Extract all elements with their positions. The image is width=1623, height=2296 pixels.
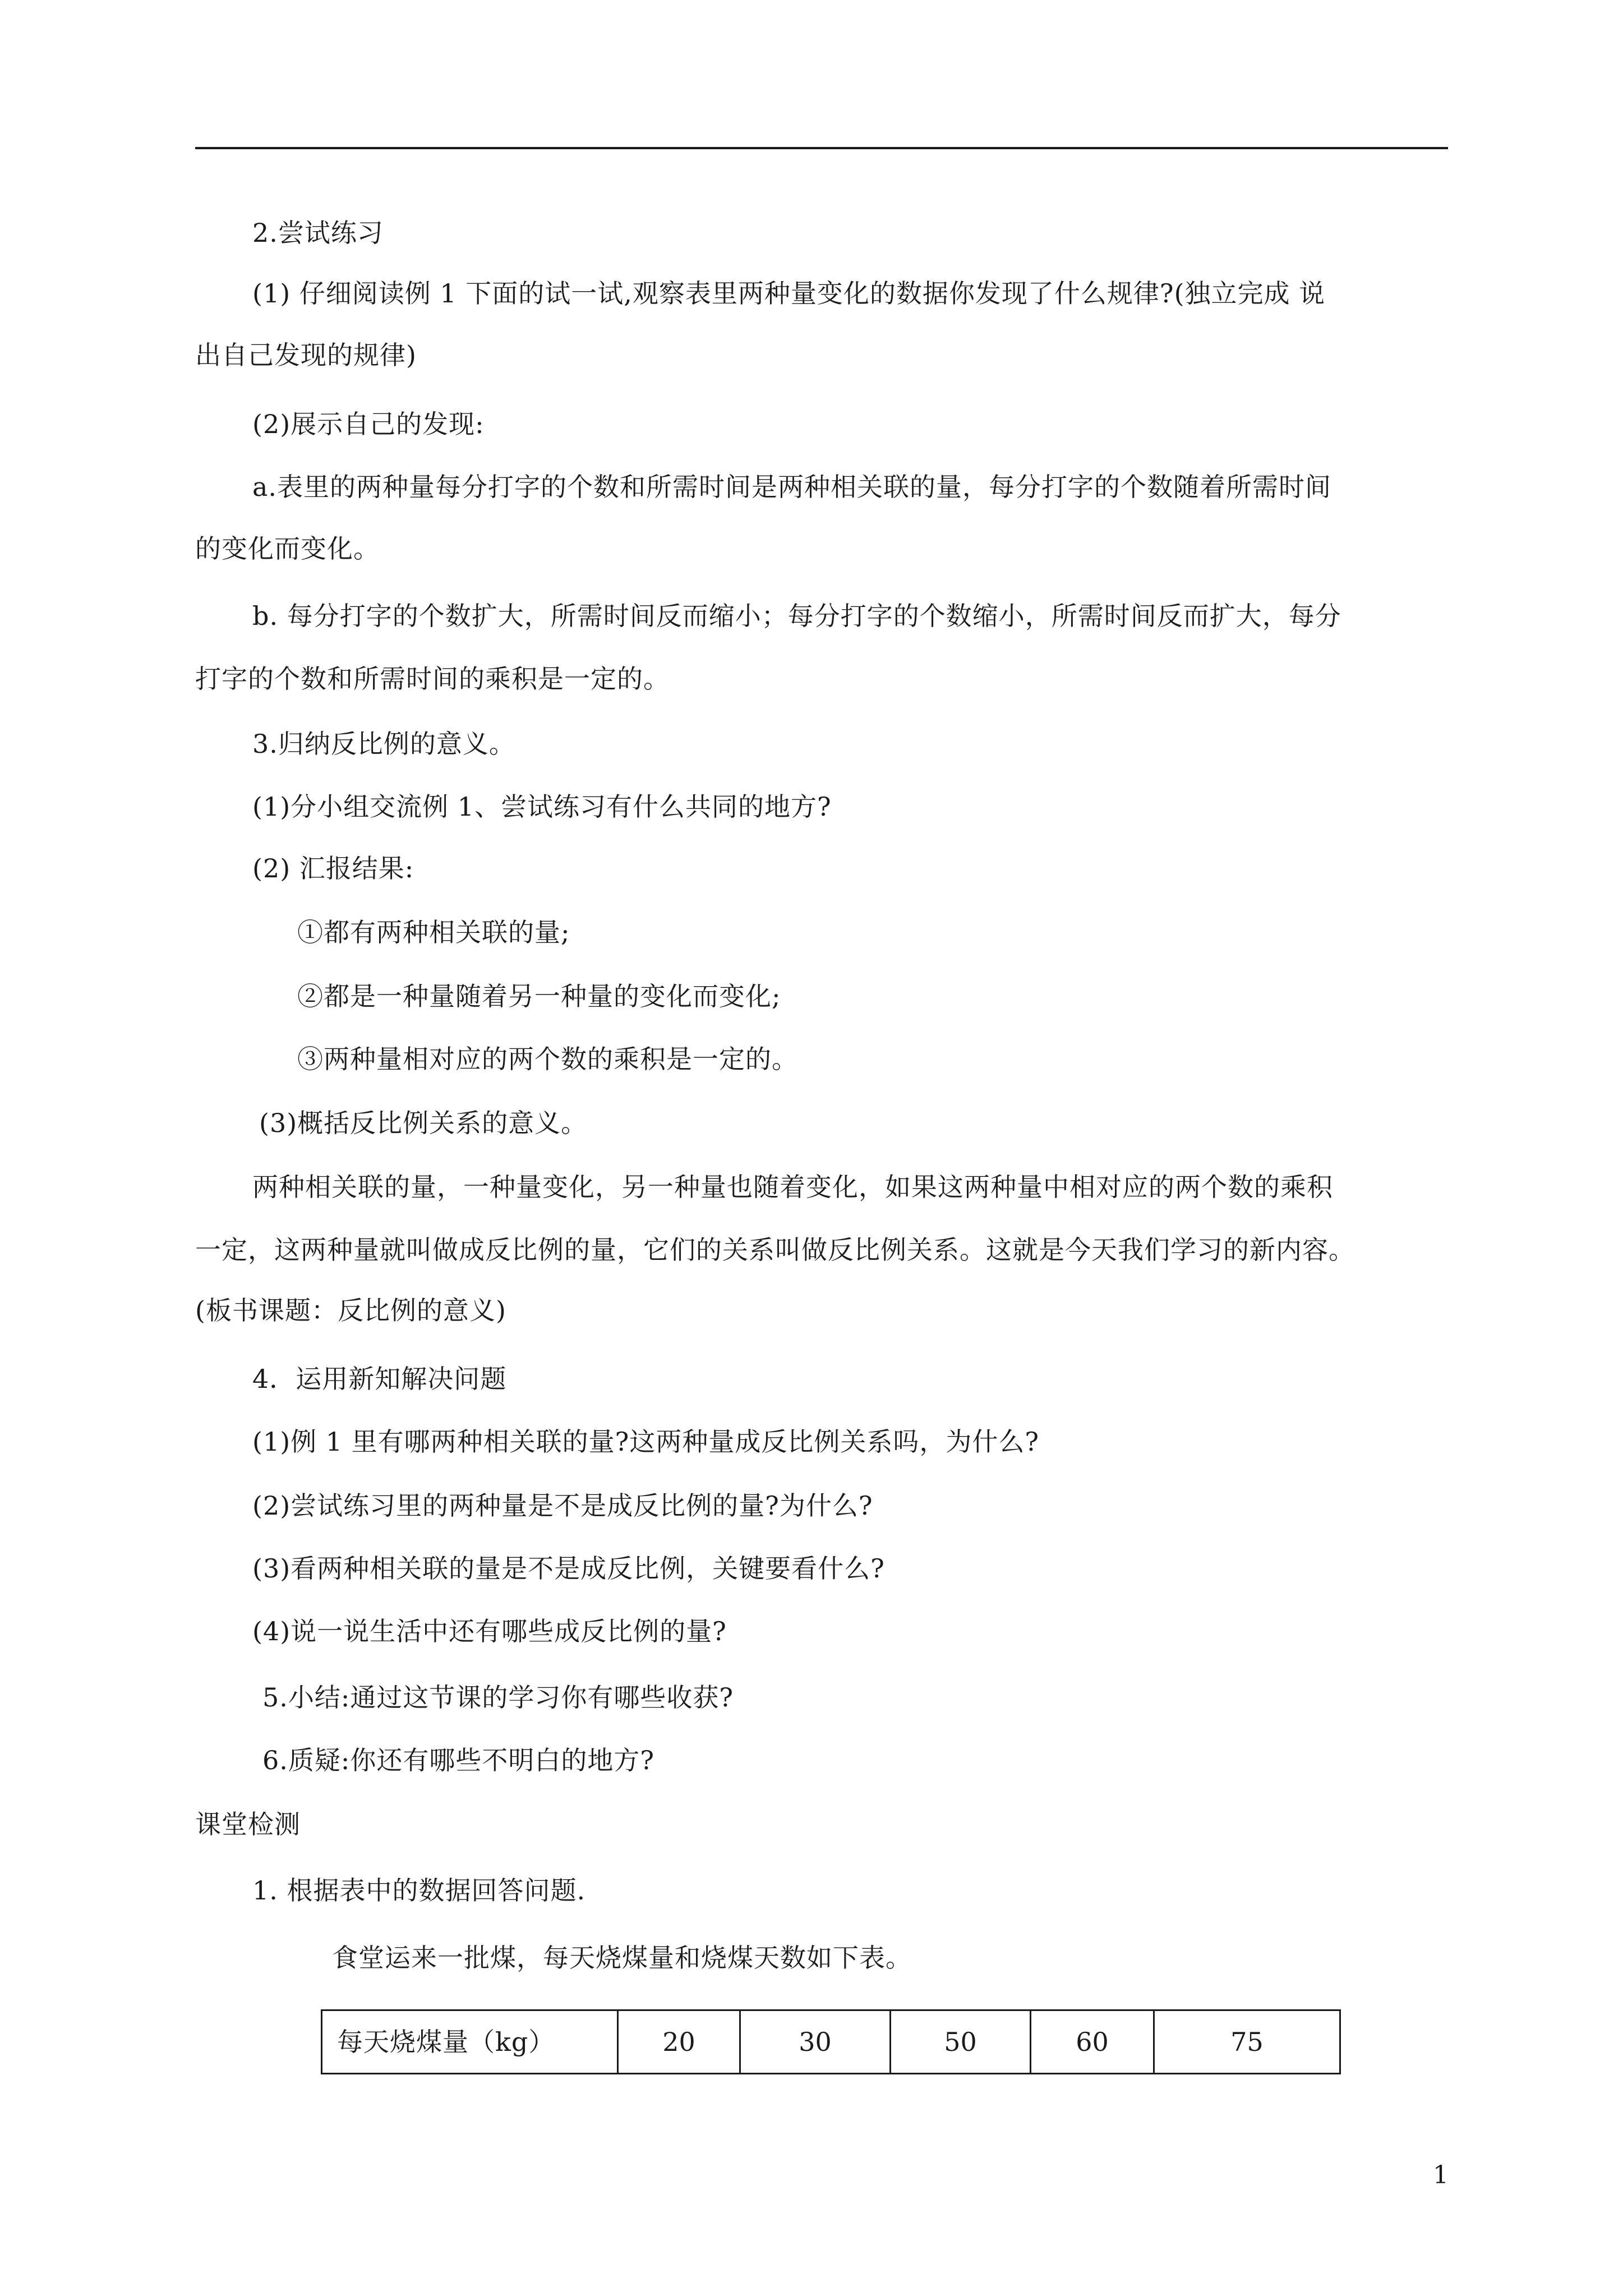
table-row <box>322 2010 1340 2074</box>
paragraph-line: (2) 汇报结果: <box>252 853 414 884</box>
paragraph-line: 出自己发现的规律) <box>195 340 417 370</box>
list-item: ②都是一种量随着另一种量的变化而变化; <box>297 981 781 1011</box>
paragraph-line: 5.小结:通过这节课的学习你有哪些收获? <box>262 1682 734 1713</box>
table-cell: 60 <box>1031 2010 1154 2074</box>
page-number: 1 <box>1433 2161 1449 2189</box>
section-title-try-practice: 2.尝试练习 <box>252 218 384 248</box>
paragraph-line: (1) 仔细阅读例 1 下面的试一试,观察表里两种量变化的数据你发现了什么规律?(独立完成 说 <box>252 278 1326 309</box>
paragraph-line: a.表里的两种量每分打字的个数和所需时间是两种相关联的量，每分打字的个数随着所需时间 <box>252 472 1332 502</box>
list-item: ①都有两种相关联的量; <box>297 917 570 947</box>
paragraph-line: (3)概括反比例关系的意义。 <box>259 1108 588 1138</box>
paragraph-line: (1)例 1 里有哪两种相关联的量?这两种量成反比例关系吗，为什么? <box>252 1427 1039 1457</box>
table-cell: 50 <box>891 2010 1031 2074</box>
section-title-apply: 4．运用新知解决问题 <box>252 1364 507 1394</box>
paragraph-line: (3)看两种相关联的量是不是成反比例，关键要看什么? <box>252 1553 885 1584</box>
section-title-summarize: 3.归纳反比例的意义。 <box>252 729 515 759</box>
paragraph-line: (板书课题：反比例的意义) <box>195 1295 506 1326</box>
section-title-class-check: 课堂检测 <box>195 1809 301 1839</box>
paragraph-line: (4)说一说生活中还有哪些成反比例的量? <box>252 1616 727 1646</box>
question-line: 食堂运来一批煤，每天烧煤量和烧煤天数如下表。 <box>332 1943 912 1973</box>
paragraph-line: 一定，这两种量就叫做成反比例的量，它们的关系叫做反比例关系。这就是今天我们学习的新内容。 <box>195 1235 1355 1265</box>
table-header-cell: 每天烧煤量（kg） <box>322 2010 618 2074</box>
header-rule <box>195 147 1448 149</box>
paragraph-line: 6.质疑:你还有哪些不明白的地方? <box>262 1745 655 1775</box>
paragraph-line: 的变化而变化。 <box>195 533 380 564</box>
paragraph-line: (2)展示自己的发现: <box>252 409 485 439</box>
table-cell: 20 <box>618 2010 740 2074</box>
table-cell: 75 <box>1154 2010 1340 2074</box>
paragraph-line: (1)分小组交流例 1、尝试练习有什么共同的地方? <box>252 792 832 822</box>
paragraph-line: b. 每分打字的个数扩大，所需时间反而缩小；每分打字的个数缩小，所需时间反而扩大，每分 <box>252 601 1341 631</box>
coal-table <box>321 2009 1341 2074</box>
paragraph-line: (2)尝试练习里的两种量是不是成反比例的量?为什么? <box>252 1490 873 1521</box>
table-cell: 30 <box>740 2010 891 2074</box>
question-line: 1. 根据表中的数据回答问题. <box>252 1875 586 1906</box>
list-item: ③两种量相对应的两个数的乘积是一定的。 <box>297 1044 798 1074</box>
paragraph-line: 两种相关联的量，一种量变化，另一种量也随着变化，如果这两种量中相对应的两个数的乘积 <box>252 1172 1333 1202</box>
paragraph-line: 打字的个数和所需时间的乘积是一定的。 <box>195 664 670 694</box>
